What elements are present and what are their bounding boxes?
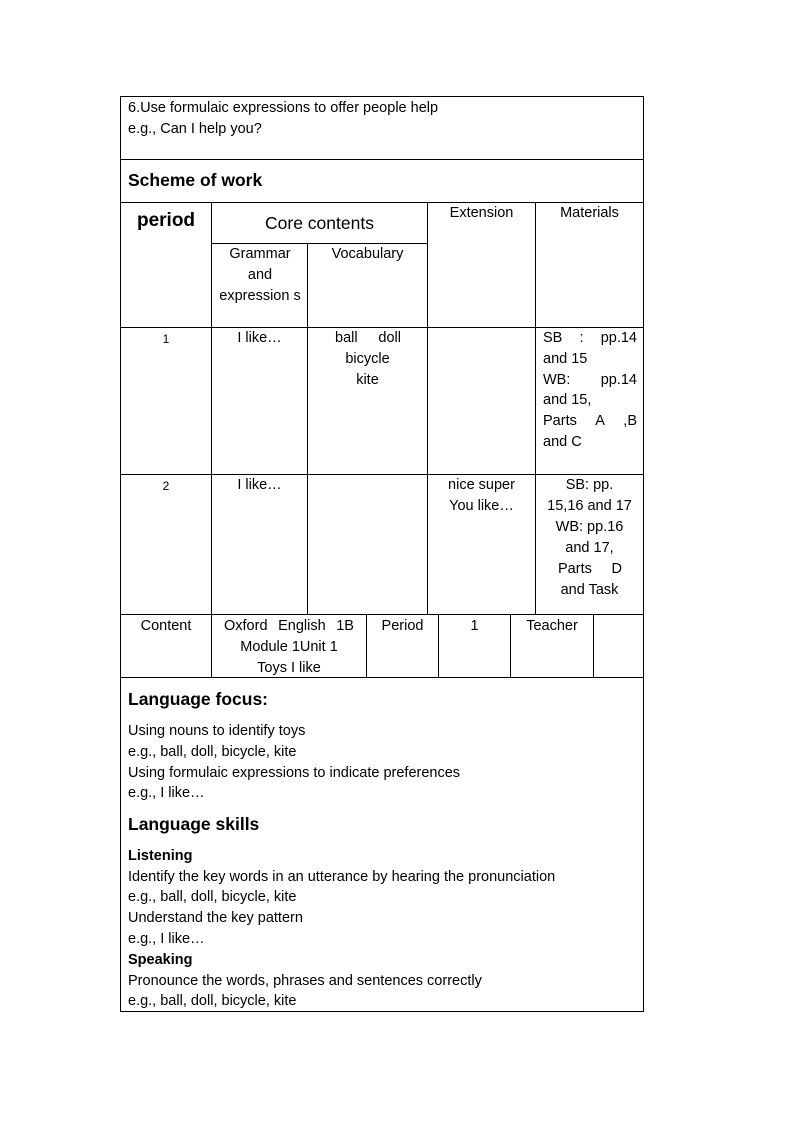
materials-text: and 15 [543, 350, 588, 367]
content-text: 1B [336, 618, 354, 634]
materials-text: and Task [560, 582, 619, 598]
divider [121, 159, 643, 160]
content-text: Module 1Unit 1 [240, 639, 338, 655]
period-number: 1 [162, 332, 170, 346]
lesson-plan-table [120, 96, 644, 1012]
grammar-header: Grammar and expression s [219, 246, 301, 304]
extension-cell: nice super [448, 477, 515, 493]
vocabulary-cell [335, 328, 401, 349]
objective-line: 6.Use formulaic expressions to offer people help [128, 100, 439, 116]
speaking-line: Pronounce the words, phrases and sentences correctly [128, 973, 482, 989]
materials-text: WB: pp.16 [555, 519, 624, 535]
vocab-word: ball [335, 330, 358, 346]
core-contents-header: Core contents [265, 213, 374, 233]
extension-header: Extension [449, 205, 514, 221]
language-focus-title: Language focus: [128, 689, 269, 709]
materials-text: WB: [543, 371, 571, 388]
divider [121, 614, 643, 615]
materials-text: A [595, 413, 605, 430]
speaking-line: e.g., ball, doll, bicycle, kite [128, 993, 297, 1009]
grammar-cell: I like… [237, 477, 282, 493]
materials-text: SB [543, 330, 563, 346]
language-skills-title: Language skills [128, 814, 260, 834]
listening-line: e.g., I like… [128, 931, 205, 947]
materials-text: and 17, [565, 540, 614, 556]
divider [593, 614, 594, 677]
content-value [224, 616, 354, 637]
language-focus-line: Using formulaic expressions to indicate preferences [128, 765, 461, 781]
materials-text: and C [543, 433, 582, 450]
materials-text: and 15, [543, 392, 592, 409]
materials-cell [543, 328, 637, 453]
language-focus-line: e.g., I like… [128, 785, 205, 801]
vocab-word: doll [378, 330, 401, 346]
materials-text [558, 559, 622, 580]
materials-text: D [611, 561, 622, 577]
materials-text: 15,16 and 17 [547, 498, 632, 514]
divider [307, 243, 308, 614]
language-focus-line: e.g., ball, doll, bicycle, kite [128, 744, 297, 760]
divider [427, 202, 428, 614]
vocab-word: bicycle [345, 351, 390, 367]
grammar-cell: I like… [237, 330, 282, 346]
period-header: period [136, 210, 196, 231]
materials-text: ,B [623, 413, 637, 430]
vocab-word: kite [356, 372, 379, 388]
listening-line: e.g., ball, doll, bicycle, kite [128, 889, 297, 905]
materials-text: pp.14 [600, 330, 637, 346]
materials-text: Parts [543, 413, 577, 430]
period-value: 1 [470, 618, 479, 634]
divider [121, 677, 643, 678]
materials-header: Materials [560, 205, 619, 221]
scheme-of-work-title: Scheme of work [128, 170, 263, 190]
listening-title: Listening [128, 848, 193, 864]
materials-text: : [579, 330, 584, 346]
content-text: Oxford [224, 618, 268, 634]
content-label: Content [140, 618, 192, 634]
teacher-label: Teacher [526, 618, 578, 634]
vocabulary-header: Vocabulary [331, 246, 404, 262]
content-text: Toys I like [257, 660, 321, 676]
materials-text: pp.14 [600, 371, 637, 388]
listening-line: Identify the key words in an utterance by hearing the pronunciation [128, 869, 556, 885]
content-text: English [278, 618, 326, 634]
materials-text: SB: pp. [565, 477, 614, 493]
speaking-title: Speaking [128, 952, 193, 968]
language-focus-line: Using nouns to identify toys [128, 723, 306, 739]
period-number: 2 [162, 479, 170, 493]
period-label: Period [381, 618, 424, 634]
objective-example: e.g., Can I help you? [128, 121, 262, 137]
divider [211, 202, 212, 614]
materials-text: Parts [558, 561, 592, 577]
listening-line: Understand the key pattern [128, 910, 303, 926]
extension-cell: You like… [449, 498, 514, 514]
